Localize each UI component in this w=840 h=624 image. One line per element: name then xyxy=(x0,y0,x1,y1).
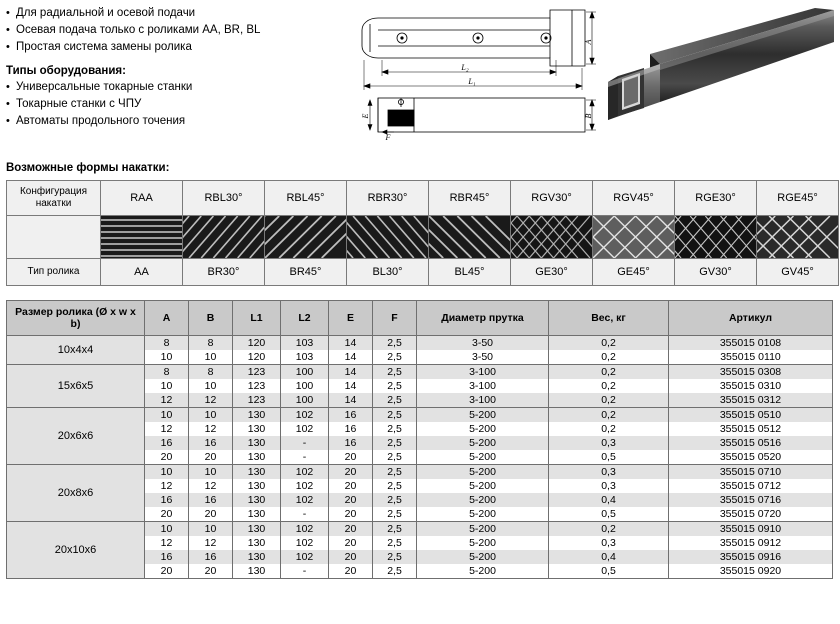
cell-a: 20 xyxy=(145,507,189,522)
knurl-pattern-swatch xyxy=(429,216,511,259)
cell-e: 14 xyxy=(329,365,373,380)
pattern-left45-icon xyxy=(265,216,346,258)
cell-l1: 130 xyxy=(233,450,281,465)
cell-e: 20 xyxy=(329,522,373,537)
knurl-pattern-swatch xyxy=(265,216,347,259)
col-header-l1: L1 xyxy=(233,301,281,336)
cell-e: 14 xyxy=(329,350,373,365)
cell-bar-diameter: 5-200 xyxy=(417,507,549,522)
cell-e: 14 xyxy=(329,336,373,351)
cell-bar-diameter: 5-200 xyxy=(417,550,549,564)
cell-b: 10 xyxy=(189,408,233,423)
cell-bar-diameter: 3-100 xyxy=(417,393,549,408)
list-item xyxy=(6,6,360,21)
col-header-weight: Вес, кг xyxy=(549,301,669,336)
cell-l1: 123 xyxy=(233,379,281,393)
cell-article: 355015 0312 xyxy=(669,393,833,408)
cell-weight: 0,2 xyxy=(549,336,669,351)
forms-config-cell: RGE45° xyxy=(757,181,839,216)
table-row xyxy=(7,336,833,351)
cell-f: 2,5 xyxy=(373,365,417,380)
cell-l1: 130 xyxy=(233,408,281,423)
cell-b: 20 xyxy=(189,450,233,465)
cell-a: 10 xyxy=(145,465,189,480)
cell-e: 20 xyxy=(329,507,373,522)
cell-b: 12 xyxy=(189,422,233,436)
cell-weight: 0,2 xyxy=(549,408,669,423)
forms-config-cell: RGV30° xyxy=(511,181,593,216)
cell-f: 2,5 xyxy=(373,507,417,522)
cell-roller-size: 15x6x5 xyxy=(7,365,145,408)
cell-l2: 102 xyxy=(281,465,329,480)
dimension-label-l1: L₁ xyxy=(468,77,476,86)
cell-e: 16 xyxy=(329,408,373,423)
dimension-label-l2: L₂ xyxy=(461,63,469,72)
bullet-icon: • xyxy=(6,41,10,53)
cell-a: 16 xyxy=(145,493,189,507)
cell-article: 355015 0110 xyxy=(669,350,833,365)
cell-roller-size: 20x10x6 xyxy=(7,522,145,579)
cell-e: 14 xyxy=(329,393,373,408)
cell-a: 12 xyxy=(145,422,189,436)
cell-l1: 130 xyxy=(233,493,281,507)
cell-a: 10 xyxy=(145,379,189,393)
cell-f: 2,5 xyxy=(373,350,417,365)
table-row xyxy=(7,259,839,286)
cell-b: 16 xyxy=(189,493,233,507)
list-item-label: Для радиальной и осевой подачи xyxy=(16,7,196,19)
cell-l1: 130 xyxy=(233,436,281,450)
list-item xyxy=(6,40,360,55)
forms-type-cell: BR30° xyxy=(183,259,265,286)
cell-l1: 120 xyxy=(233,350,281,365)
table-row xyxy=(7,216,839,259)
cell-f: 2,5 xyxy=(373,550,417,564)
cell-article: 355015 0720 xyxy=(669,507,833,522)
cell-e: 16 xyxy=(329,436,373,450)
cell-l2: - xyxy=(281,436,329,450)
cell-f: 2,5 xyxy=(373,450,417,465)
bullet-icon: • xyxy=(6,115,10,127)
cell-l2: 102 xyxy=(281,536,329,550)
list-item xyxy=(6,80,360,95)
list-item-label: Универсальные токарные станки xyxy=(16,81,193,93)
cell-a: 16 xyxy=(145,550,189,564)
bullet-icon: • xyxy=(6,81,10,93)
cell-f: 2,5 xyxy=(373,479,417,493)
cell-a: 8 xyxy=(145,336,189,351)
cell-e: 20 xyxy=(329,493,373,507)
forms-heading: Возможные формы накатки: xyxy=(6,162,170,174)
list-item xyxy=(6,97,360,112)
cell-a: 12 xyxy=(145,479,189,493)
cell-e: 20 xyxy=(329,564,373,579)
pattern-cross45-icon xyxy=(757,216,838,258)
forms-type-label: Тип ролика xyxy=(7,259,101,286)
bullet-icon: • xyxy=(6,24,10,36)
dimension-label-a: A xyxy=(584,39,593,45)
dimension-label-f: F xyxy=(385,133,391,142)
tool-photo xyxy=(600,8,834,120)
cell-l1: 123 xyxy=(233,393,281,408)
cell-b: 12 xyxy=(189,536,233,550)
cell-b: 16 xyxy=(189,550,233,564)
cell-bar-diameter: 5-200 xyxy=(417,408,549,423)
table-row xyxy=(7,465,833,480)
cell-roller-size: 20x6x6 xyxy=(7,408,145,465)
cell-b: 20 xyxy=(189,507,233,522)
cell-a: 10 xyxy=(145,408,189,423)
cell-bar-diameter: 5-200 xyxy=(417,450,549,465)
cell-weight: 0,5 xyxy=(549,564,669,579)
cell-f: 2,5 xyxy=(373,522,417,537)
knurl-pattern-swatch xyxy=(675,216,757,259)
cell-bar-diameter: 5-200 xyxy=(417,536,549,550)
cell-l2: 103 xyxy=(281,350,329,365)
cell-l1: 130 xyxy=(233,507,281,522)
cell-f: 2,5 xyxy=(373,436,417,450)
cell-l1: 130 xyxy=(233,522,281,537)
cell-weight: 0,2 xyxy=(549,393,669,408)
cell-article: 355015 0920 xyxy=(669,564,833,579)
cell-f: 2,5 xyxy=(373,536,417,550)
table-row xyxy=(7,365,833,380)
intro-bullets xyxy=(0,6,360,154)
cell-article: 355015 0712 xyxy=(669,479,833,493)
cell-f: 2,5 xyxy=(373,465,417,480)
forms-config-cell: RBL45° xyxy=(265,181,347,216)
cell-b: 8 xyxy=(189,365,233,380)
cell-l1: 130 xyxy=(233,564,281,579)
cell-weight: 0,3 xyxy=(549,479,669,493)
cell-article: 355015 0910 xyxy=(669,522,833,537)
pattern-cross30-icon xyxy=(675,216,756,258)
cell-roller-size: 10x4x4 xyxy=(7,336,145,365)
specifications-table xyxy=(6,300,833,579)
cell-article: 355015 0912 xyxy=(669,536,833,550)
cell-weight: 0,2 xyxy=(549,422,669,436)
top-section xyxy=(0,0,840,154)
dimension-label-e: E xyxy=(361,113,370,119)
bullet-icon: • xyxy=(6,98,10,110)
cell-weight: 0,3 xyxy=(549,465,669,480)
forms-config-cell: RAA xyxy=(101,181,183,216)
cell-l2: 103 xyxy=(281,336,329,351)
cell-f: 2,5 xyxy=(373,336,417,351)
cell-a: 8 xyxy=(145,365,189,380)
cell-l1: 130 xyxy=(233,479,281,493)
cell-article: 355015 0520 xyxy=(669,450,833,465)
cell-roller-size: 20x8x6 xyxy=(7,465,145,522)
cell-e: 20 xyxy=(329,450,373,465)
forms-config-cell: RBR30° xyxy=(347,181,429,216)
bullet-icon: • xyxy=(6,7,10,19)
table-row xyxy=(7,408,833,423)
table-row xyxy=(7,181,839,216)
knurl-forms-table xyxy=(6,180,839,286)
cell-article: 355015 0512 xyxy=(669,422,833,436)
pattern-diamond30-icon xyxy=(511,216,592,258)
forms-type-cell: AA xyxy=(101,259,183,286)
forms-type-cell: GE45° xyxy=(593,259,675,286)
list-item-label: Осевая подача только с роликами AA, BR, BL xyxy=(16,24,261,36)
cell-article: 355015 0108 xyxy=(669,336,833,351)
cell-l2: - xyxy=(281,564,329,579)
forms-config-cell: RBR45° xyxy=(429,181,511,216)
cell-b: 20 xyxy=(189,564,233,579)
cell-f: 2,5 xyxy=(373,379,417,393)
list-item xyxy=(6,114,360,129)
knurl-pattern-swatch xyxy=(183,216,265,259)
cell-bar-diameter: 5-200 xyxy=(417,422,549,436)
cell-a: 20 xyxy=(145,564,189,579)
cell-e: 16 xyxy=(329,422,373,436)
cell-bar-diameter: 5-200 xyxy=(417,436,549,450)
cell-l1: 120 xyxy=(233,336,281,351)
forms-type-cell: GV45° xyxy=(757,259,839,286)
pattern-diamond45-icon xyxy=(593,216,674,258)
col-header-e: E xyxy=(329,301,373,336)
cell-l1: 130 xyxy=(233,422,281,436)
pattern-straight-icon xyxy=(101,216,182,258)
cell-l2: 102 xyxy=(281,422,329,436)
forms-config-cell: RGE30° xyxy=(675,181,757,216)
cell-bar-diameter: 5-200 xyxy=(417,564,549,579)
cell-a: 16 xyxy=(145,436,189,450)
cell-l2: 102 xyxy=(281,522,329,537)
cell-b: 10 xyxy=(189,350,233,365)
knurl-pattern-swatch xyxy=(757,216,839,259)
cell-bar-diameter: 5-200 xyxy=(417,479,549,493)
cell-f: 2,5 xyxy=(373,408,417,423)
list-item xyxy=(6,23,360,38)
list-item-label: Простая система замены ролика xyxy=(16,41,192,53)
pattern-left30-icon xyxy=(183,216,264,258)
col-header-article: Артикул xyxy=(669,301,833,336)
col-header-b: B xyxy=(189,301,233,336)
cell-e: 14 xyxy=(329,379,373,393)
cell-b: 12 xyxy=(189,393,233,408)
dimension-label-b: B xyxy=(584,113,593,119)
col-header-f: F xyxy=(373,301,417,336)
cell-a: 12 xyxy=(145,536,189,550)
cell-f: 2,5 xyxy=(373,422,417,436)
cell-article: 355015 0308 xyxy=(669,365,833,380)
cell-weight: 0,5 xyxy=(549,507,669,522)
cell-weight: 0,4 xyxy=(549,550,669,564)
cell-b: 8 xyxy=(189,336,233,351)
cell-l2: - xyxy=(281,450,329,465)
knurl-pattern-swatch xyxy=(347,216,429,259)
knurl-pattern-swatch xyxy=(511,216,593,259)
product-illustration xyxy=(360,6,840,154)
cell-l2: 102 xyxy=(281,408,329,423)
cell-bar-diameter: 5-200 xyxy=(417,522,549,537)
pattern-right45-icon xyxy=(429,216,510,258)
cell-l2: 102 xyxy=(281,493,329,507)
cell-weight: 0,2 xyxy=(549,522,669,537)
forms-type-cell: BL45° xyxy=(429,259,511,286)
col-header-a: A xyxy=(145,301,189,336)
cell-article: 355015 0716 xyxy=(669,493,833,507)
technical-drawing-svg xyxy=(360,6,840,154)
cell-b: 12 xyxy=(189,479,233,493)
list-item-label: Токарные станки с ЧПУ xyxy=(16,98,142,110)
cell-f: 2,5 xyxy=(373,493,417,507)
cell-weight: 0,5 xyxy=(549,450,669,465)
cell-article: 355015 0510 xyxy=(669,408,833,423)
cell-a: 20 xyxy=(145,450,189,465)
list-item-label: Автоматы продольного точения xyxy=(16,115,186,127)
cell-bar-diameter: 3-50 xyxy=(417,350,549,365)
cell-weight: 0,4 xyxy=(549,493,669,507)
col-header-size: Размер ролика (Ø x w x b) xyxy=(7,301,145,336)
forms-type-cell: GV30° xyxy=(675,259,757,286)
forms-type-cell: BL30° xyxy=(347,259,429,286)
cell-article: 355015 0710 xyxy=(669,465,833,480)
cell-e: 20 xyxy=(329,465,373,480)
cell-b: 10 xyxy=(189,379,233,393)
cell-weight: 0,2 xyxy=(549,379,669,393)
cell-l1: 123 xyxy=(233,365,281,380)
table-row xyxy=(7,522,833,537)
forms-type-cell: GE30° xyxy=(511,259,593,286)
cell-article: 355015 0516 xyxy=(669,436,833,450)
pattern-right30-icon xyxy=(347,216,428,258)
cell-e: 20 xyxy=(329,550,373,564)
cell-a: 10 xyxy=(145,522,189,537)
cell-l1: 130 xyxy=(233,550,281,564)
col-header-l2: L2 xyxy=(281,301,329,336)
cell-f: 2,5 xyxy=(373,393,417,408)
cell-l2: 102 xyxy=(281,479,329,493)
cell-weight: 0,2 xyxy=(549,350,669,365)
forms-config-cell: RGV45° xyxy=(593,181,675,216)
col-header-bar-diameter: Диаметр прутка xyxy=(417,301,549,336)
cell-l2: 100 xyxy=(281,379,329,393)
forms-config-cell: RBL30° xyxy=(183,181,265,216)
knurl-pattern-swatch xyxy=(101,216,183,259)
cell-bar-diameter: 3-100 xyxy=(417,365,549,380)
cell-l2: 100 xyxy=(281,365,329,380)
table-header-row xyxy=(7,301,833,336)
cell-weight: 0,2 xyxy=(549,365,669,380)
forms-config-label: Конфигурация накатки xyxy=(7,181,101,216)
cell-l2: 100 xyxy=(281,393,329,408)
cell-l2: - xyxy=(281,507,329,522)
cell-weight: 0,3 xyxy=(549,436,669,450)
cell-e: 20 xyxy=(329,536,373,550)
cell-b: 10 xyxy=(189,465,233,480)
cell-weight: 0,3 xyxy=(549,536,669,550)
specifications-table-body xyxy=(7,336,833,579)
cell-b: 16 xyxy=(189,436,233,450)
cell-bar-diameter: 5-200 xyxy=(417,465,549,480)
cell-e: 20 xyxy=(329,479,373,493)
cell-b: 10 xyxy=(189,522,233,537)
forms-type-cell: BR45° xyxy=(265,259,347,286)
cell-a: 12 xyxy=(145,393,189,408)
equipment-heading: Типы оборудования: xyxy=(6,65,126,77)
cell-bar-diameter: 3-50 xyxy=(417,336,549,351)
knurl-pattern-swatch xyxy=(593,216,675,259)
cell-bar-diameter: 3-100 xyxy=(417,379,549,393)
cell-f: 2,5 xyxy=(373,564,417,579)
cell-l1: 130 xyxy=(233,536,281,550)
cell-article: 355015 0916 xyxy=(669,550,833,564)
cell-bar-diameter: 5-200 xyxy=(417,493,549,507)
forms-empty-cell xyxy=(7,216,101,259)
cell-l1: 130 xyxy=(233,465,281,480)
cell-article: 355015 0310 xyxy=(669,379,833,393)
cell-l2: 102 xyxy=(281,550,329,564)
cell-a: 10 xyxy=(145,350,189,365)
